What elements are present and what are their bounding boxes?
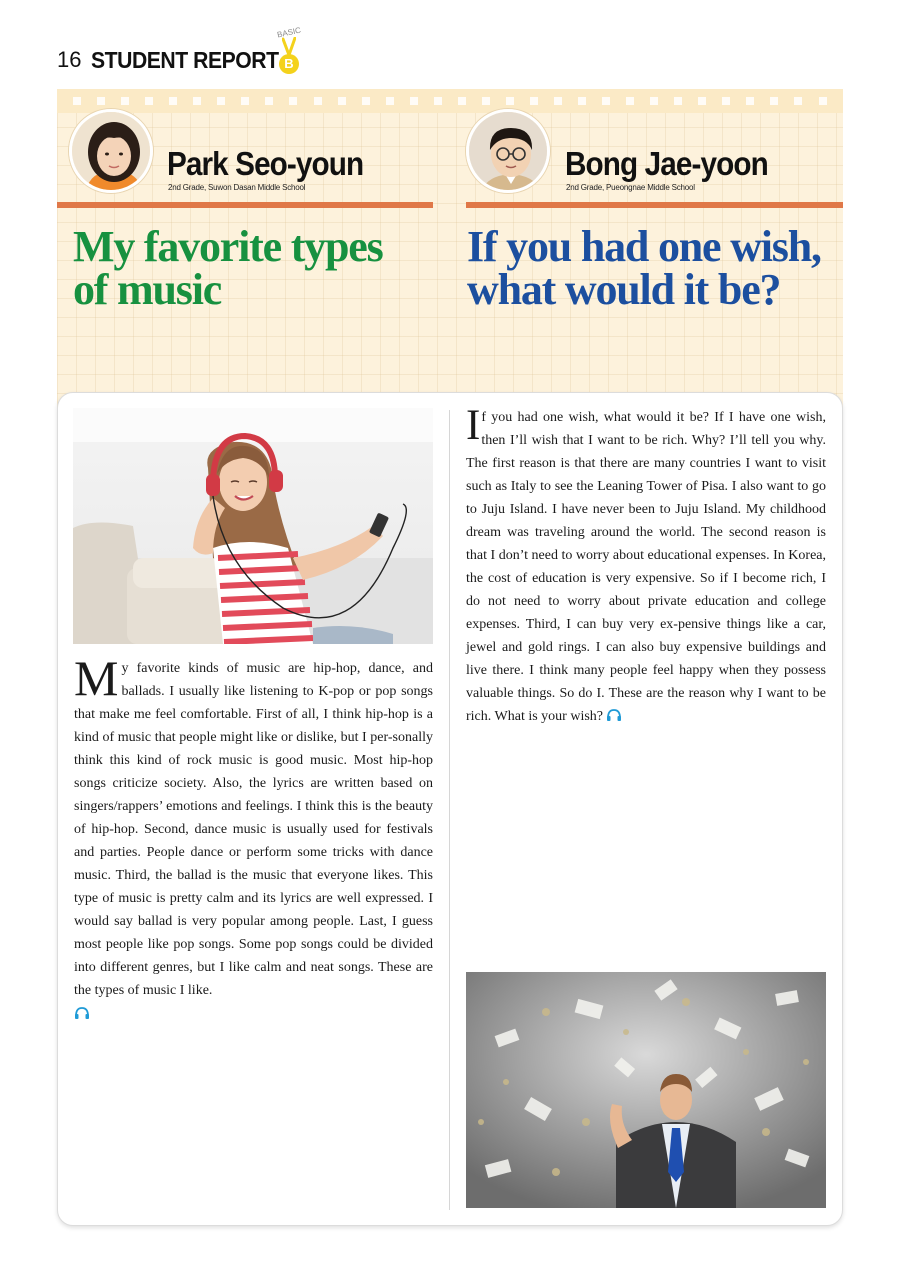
avatar-bong-jae-yoon [466, 109, 550, 193]
headline-left: My favorite types of music [73, 222, 383, 314]
headline-right: If you had one wish, what would it be? [467, 222, 821, 314]
student-school-left: 2nd Grade, Suwon Dasan Middle School [168, 183, 306, 192]
accent-rule-left [57, 202, 433, 208]
badge-letter: B [279, 54, 299, 74]
headphone-icon [606, 708, 622, 722]
dropcap-left: M [74, 650, 119, 706]
girl-listening-music-image [73, 408, 433, 644]
essay-body-left: y favorite kinds of music are hip-hop, dance, and ballads. I usually like listening to K-pop or pop songs that make me feel comfortable. First of all, I think hip-hop is a kind of music that people might like or dislike, but I per-sonally think this kind of rock music is good music. Most hip-hop songs criticize society. Also, the lyrics are written based on singers/rappers’ emotions and feelings. I think this is the beauty of hip-hop. Second, dance music is usually used for festivals and parties. People dance or perform some tricks with dance music. Third, the ballad is the music that everyone likes. This type of music is pretty calm and its lyrics are well expressed. I would say ballad is very popular among people. Last, I guess most people like pop songs. Some pop songs could be divided into different genres, but I like calm and neat songs. These are the types of music I like. [74, 661, 433, 998]
accent-rule-right [466, 202, 843, 208]
essay-body-right: f you had one wish, what would it be? If I have one wish, then I’ll wish that I want to be rich. Why? I’ll tell you why. The first reason is that there are many countries I want to visit such as Italy to see the Leaning Tower of Pisa. I also want to go to Juju Island. I have never been to Juju Island. My childhood dream was traveling around the world. The second reason is that I don’t need to worry about educational expenses. In Korea, the cost of education is very expensive. So if I become rich, I do not need to worry about private education and college expenses. Third, I can buy very ex-pensive things like a car, jewel and gold rings. I can also buy expensive buildings and live there. I think many people feel happy when they possess valuable things. So do I. These are the reason why I want to be rich. What is your wish? [466, 410, 826, 724]
dropcap-right: I [466, 402, 481, 449]
badge-label: BASIC [276, 25, 302, 40]
money-rain-image [466, 972, 826, 1208]
photo-businessman-money-rain [466, 972, 826, 1208]
student-name-left: Park Seo-youn [167, 145, 364, 182]
essay-left [74, 650, 433, 1020]
avatar-park-seo-youn [69, 109, 153, 193]
page-header [57, 25, 302, 80]
section-title: STUDENT REPORT [91, 46, 280, 73]
page-number: 16 [57, 47, 82, 72]
basic-badge [275, 25, 307, 76]
photo-girl-with-headphones [73, 408, 433, 644]
notepad-perforation [57, 89, 843, 113]
student-name-right: Bong Jae-yoon [565, 145, 768, 182]
headphone-icon [74, 1006, 90, 1020]
essay-right [466, 402, 826, 728]
column-divider [449, 410, 450, 1210]
student-school-right: 2nd Grade, Pueongnae Middle School [566, 183, 695, 192]
